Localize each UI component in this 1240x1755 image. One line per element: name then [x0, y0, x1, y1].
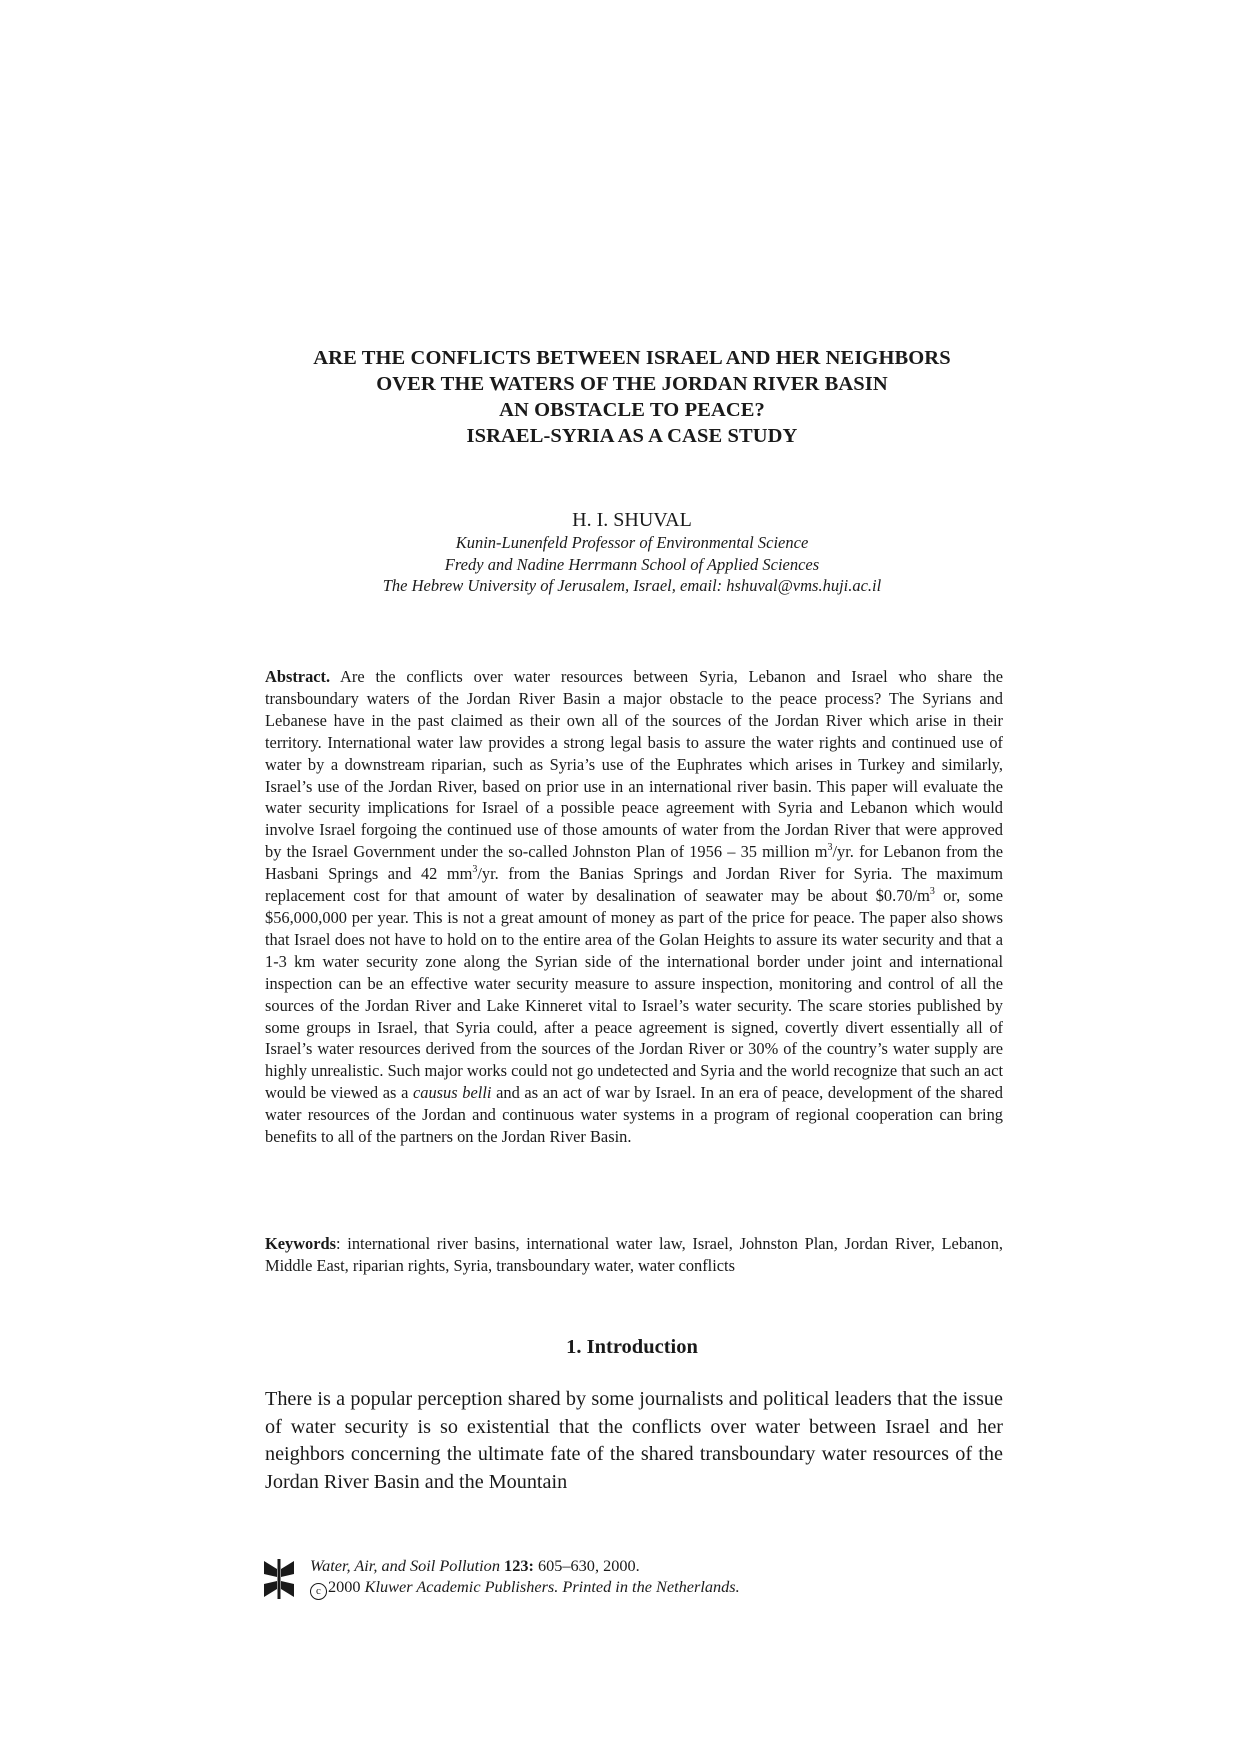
title-line-1: ARE THE CONFLICTS BETWEEN ISRAEL AND HER NEIGHBORS — [313, 347, 951, 369]
abstract-text-4: or, some $56,000,000 per year. This is not a great amount of money as part of the price for peace. The paper also shows that Israel does not have to hold on to the entire area of the Golan Heights to assure its water security and that a 1-3 km water security zone along the Syrian side of the international border under joint and international inspection can be an effective water security measure to assure inspection, monitoring and control of all the sources of the Jordan River and Lake Kinneret vital to Israel’s water security. The scare stories published by some groups in Israel, that Syria could, after a peace agreement is signed, covertly divert essentially all of Israel’s water resources derived from the sources of the Jordan River or 30% of the country’s water supply are highly unrealistic. Such major works could not go undetected and Syria and the world recognize that such an act would be viewed as a — [265, 886, 1003, 1103]
abstract-text-3: /yr. from the Banias Springs and Jordan River for Syria. The maximum replacement cost for that amount of water by desalination of seawater may be about $0.70/m — [265, 864, 1003, 906]
abstract-text-2: /yr. for Lebanon from the Hasbani Springs and 42 mm — [265, 842, 1003, 884]
citation-line — [310, 1555, 740, 1576]
keywords-text: : international river basins, international water law, Israel, Johnston Plan, Jordan River, Lebanon, Middle East, riparian rights, Syria, transboundary water, water conflicts — [265, 1234, 1003, 1275]
affiliation-line-2: Fredy and Nadine Herrmann School of Applied Sciences — [444, 554, 820, 574]
title-line-4: ISRAEL-SYRIA AS A CASE STUDY — [466, 425, 798, 447]
title-line-2: OVER THE WATERS OF THE JORDAN RIVER BASIN — [376, 373, 888, 395]
publisher-name: Kluwer Academic Publishers. Printed in the Netherlands. — [360, 1577, 740, 1596]
affiliation-line-1: Kunin-Lunenfeld Professor of Environmental Science — [455, 533, 809, 552]
abstract-text-1: Are the conflicts over water resources between Syria, Lebanon and Israel who share the transboundary waters of the Jordan River Basin a major obstacle to the peace process? The Syrians and Lebanese have in the past claimed as their own all of the sources of the Jordan River which arise in their territory. International water law provides a strong legal basis to assure the water rights and continued use of water by a downstream riparian, such as Syria’s use of the Euphrates which arises in Turkey and similarly, Israel’s use of the Jordan River, based on prior use in an international river basin. This paper will evaluate the water security implications for Israel of a possible peace agreement with Syria and Lebanon which would involve Israel forgoing the continued use of those amounts of water from the Jordan River that were approved by the Israel Government under the so-called Johnston Plan of 1956 – 35 million m — [265, 667, 1003, 862]
section-heading-introduction: 1. Introduction — [566, 1336, 698, 1358]
superscript-cubic-3: 3 — [929, 885, 935, 897]
copyright-year: 2000 — [328, 1577, 361, 1596]
abstract-text-5: and as an act of war by Israel. In an era of peace, development of the shared water resources of the Jordan and continuous water systems in a program of regional cooperation can bring benefits to all of the partners on the Jordan River Basin. — [265, 1083, 1003, 1147]
publisher-logo-icon — [262, 1557, 296, 1601]
superscript-cubic-2: 3 — [472, 863, 478, 875]
affiliation-line-3: The Hebrew University of Jerusalem, Israel, email: hshuval@vms.huji.ac.il — [382, 576, 882, 595]
author-affiliation — [262, 532, 1002, 597]
journal-name: Water, Air, and Soil Pollution — [310, 1556, 500, 1575]
paper-title — [262, 345, 1002, 449]
keywords-label: Keywords — [265, 1234, 337, 1253]
journal-volume: 123: — [504, 1556, 534, 1575]
abstract — [265, 666, 1003, 1148]
copyright-icon: c — [310, 1583, 327, 1600]
introduction-paragraph: There is a popular perception shared by some journalists and political leaders that the issue of water security is so existential that the conflicts over water between Israel and her neighbors concerning the ultimate fate of the shared transboundary water resources of the Jordan River Basin and the Mountain — [265, 1388, 1003, 1493]
keywords — [265, 1233, 1003, 1277]
abstract-label: Abstract. — [265, 667, 331, 686]
title-line-3: AN OBSTACLE TO PEACE? — [499, 399, 765, 421]
author-name: H. I. SHUVAL — [572, 509, 692, 531]
copyright-line — [310, 1576, 740, 1600]
superscript-cubic-1: 3 — [827, 841, 833, 853]
journal-footer — [262, 1555, 1002, 1605]
abstract-italic-term: causus belli — [413, 1083, 492, 1103]
footer-citation — [310, 1555, 740, 1600]
journal-pages: 605–630, 2000. — [533, 1556, 640, 1575]
